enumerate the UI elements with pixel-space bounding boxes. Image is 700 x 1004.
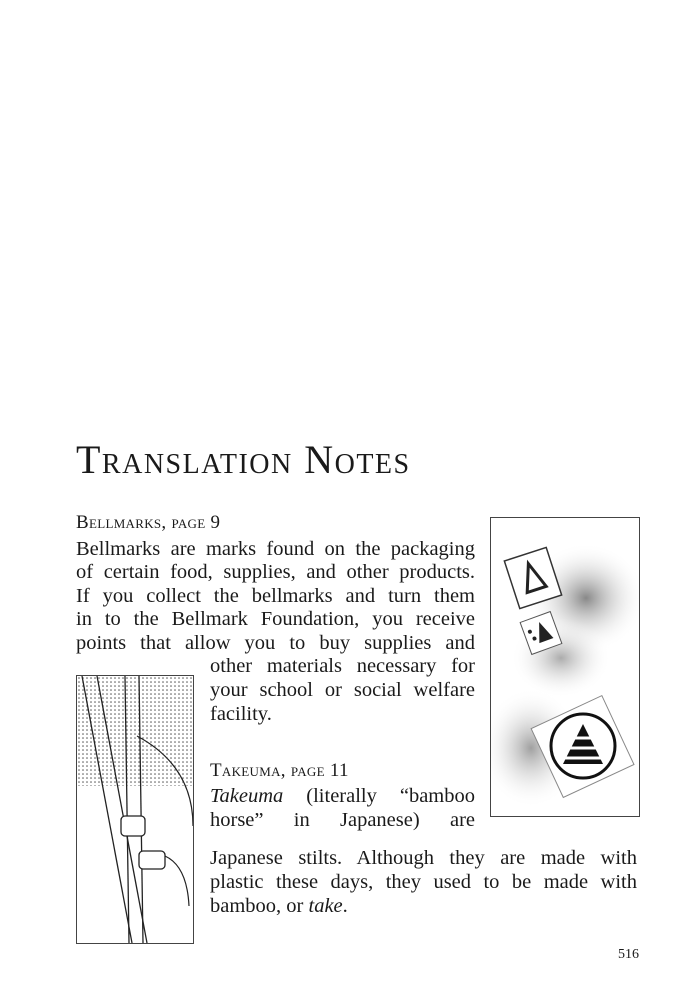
note-text: (literally “bamboo	[306, 785, 475, 807]
note-text-line: in to the Bellmark Foundation, you receive	[76, 608, 475, 630]
note-text-line	[210, 894, 637, 918]
note-text-line: your school or social welfare	[210, 679, 475, 701]
note-heading-bellmarks: Bellmarks, page 9	[76, 512, 221, 533]
bellmarks-illustration	[490, 517, 640, 817]
note-heading-takeuma: Takeuma, page 11	[210, 760, 349, 781]
note-text-line: plastic these days, they used to be made with	[210, 871, 637, 893]
italic-term: take	[308, 895, 343, 917]
note-text-line: Bellmarks are marks found on the packaging	[76, 538, 475, 560]
note-text: bamboo, or	[210, 895, 309, 917]
takeuma-illustration	[76, 675, 194, 944]
note-text: .	[342, 895, 348, 917]
note-text-line: Japanese stilts. Although they are made with	[210, 847, 637, 869]
note-text-line: other materials necessary for	[210, 655, 475, 677]
note-text-line: of certain food, supplies, and other products.	[76, 561, 475, 583]
note-text-line: facility.	[210, 703, 272, 725]
note-text-line	[210, 784, 475, 808]
note-text-line: If you collect the bellmarks and turn them	[76, 585, 475, 607]
page-title: Translation Notes	[76, 437, 411, 482]
italic-term: Takeuma	[210, 785, 284, 807]
note-text-line: horse” in Japanese) are	[210, 809, 475, 831]
note-text-line: points that allow you to buy supplies and	[76, 632, 475, 654]
page-number: 516	[618, 947, 639, 962]
